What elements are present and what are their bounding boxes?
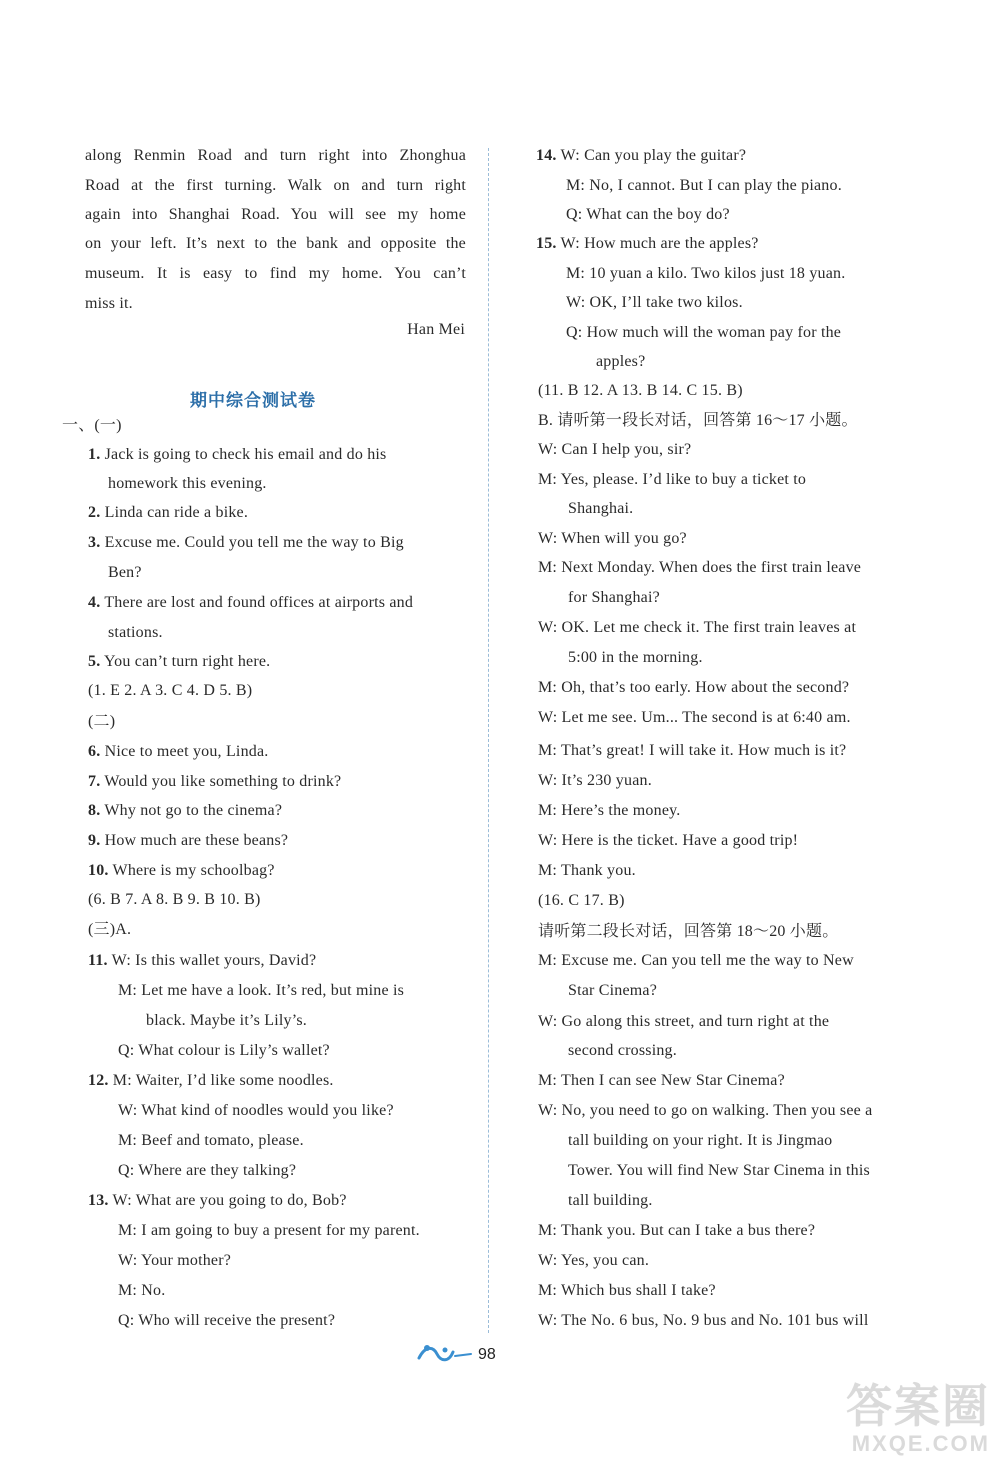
line-text: stations.: [108, 624, 163, 641]
right_lines-line: [538, 411, 858, 431]
line-text: homework this evening.: [108, 475, 267, 492]
line-text: M: Next Monday. When does the first train leave: [538, 559, 862, 576]
right_lines-line: [568, 981, 657, 1001]
line-text: B. 请听第一段长对话，回答第 16～17 小题。: [538, 412, 858, 429]
line-text: M: Thank you. But can I take a bus there?: [538, 1222, 816, 1239]
left_lines-line: [88, 1191, 347, 1211]
left_lines-line: [88, 772, 341, 792]
right_lines-line: [538, 1071, 785, 1091]
left_lines-line: [118, 1131, 304, 1151]
left_lines-line: [88, 951, 316, 971]
line-text: Shanghai.: [568, 500, 634, 517]
letter-line: miss it.: [85, 295, 133, 312]
item-number: 1.: [88, 446, 101, 463]
line-text: apples?: [596, 353, 646, 370]
item-number: 4.: [88, 594, 101, 611]
right_lines-line: [538, 1311, 868, 1331]
right_lines-line: [596, 352, 645, 372]
page-number: 98: [478, 1346, 496, 1363]
line-text: (6. B 7. A 8. B 9. B 10. B): [88, 891, 261, 908]
left_lines-line: [118, 1161, 296, 1181]
line-text: 请听第二段长对话，回答第 18～20 小题。: [538, 923, 839, 940]
line-text: W: OK. Let me check it. The first train leaves at: [538, 619, 857, 636]
line-text: M: Yes, please. I’d like to buy a ticket to: [538, 471, 807, 488]
left_lines-line: [118, 1221, 420, 1241]
left_lines-line: [118, 1281, 165, 1301]
line-text: Star Cinema?: [568, 982, 658, 999]
item-number: 9.: [88, 832, 101, 849]
line-text: There are lost and found offices at airports and: [100, 594, 414, 611]
left_lines-line: [62, 416, 122, 436]
line-text: W: Yes, you can.: [538, 1252, 650, 1269]
line-text: M: Which bus shall I take?: [538, 1282, 716, 1299]
left_lines-line: [88, 742, 268, 762]
line-text: Why not go to the cinema?: [100, 802, 283, 819]
line-text: Would you like something to drink?: [100, 773, 342, 790]
right_lines-line: [538, 1101, 872, 1121]
right_lines-line: [536, 234, 759, 254]
line-text: M: No, I cannot. But I can play the piano.: [566, 177, 842, 194]
right_lines-line: [538, 741, 846, 761]
item-number: 14.: [536, 147, 557, 164]
line-text: You can’t turn right here.: [100, 653, 271, 670]
section-title: 期中综合测试卷: [190, 391, 316, 411]
left_lines-line: [88, 593, 413, 613]
left_lines-line: [88, 890, 261, 910]
right_lines-line: [538, 1221, 815, 1241]
line-text: M: Here’s the money.: [538, 802, 681, 819]
line-text: W: Can you play the guitar?: [556, 147, 747, 164]
line-text: W: Let me see. Um... The second is at 6:40 am.: [538, 709, 851, 726]
line-text: black. Maybe it’s Lily’s.: [146, 1012, 307, 1029]
line-text: Q: Who will receive the present?: [118, 1312, 336, 1329]
line-text: Excuse me. Could you tell me the way to Big: [100, 534, 404, 551]
line-text: (1. E 2. A 3. C 4. D 5. B): [88, 682, 253, 699]
line-text: Jack is going to check his email and do his: [100, 446, 387, 463]
left_lines-line: [118, 1041, 330, 1061]
line-text: W: Your mother?: [118, 1252, 232, 1269]
right_lines-line: [538, 678, 849, 698]
right_lines-line: [566, 293, 743, 313]
line-text: second crossing.: [568, 1042, 677, 1059]
right_lines-line: [568, 1191, 653, 1211]
line-text: W: Here is the ticket. Have a good trip!: [538, 832, 799, 849]
line-text: 一、(一): [62, 417, 122, 434]
right_lines-line: [566, 205, 730, 225]
right_lines-line: [538, 771, 652, 791]
right_lines-line: [538, 558, 861, 578]
line-text: tall building on your right. It is Jingmao: [568, 1132, 833, 1149]
line-text: Q: Where are they talking?: [118, 1162, 297, 1179]
line-text: M: Thank you.: [538, 862, 636, 879]
item-number: 5.: [88, 653, 101, 670]
left_lines-line: [88, 503, 248, 523]
right_lines-line: [536, 146, 746, 166]
line-text: 5:00 in the morning.: [568, 649, 703, 666]
line-text: (16. C 17. B): [538, 892, 625, 909]
left_lines-line: [108, 474, 267, 494]
left_lines-line: [88, 652, 270, 672]
right_lines-line: [538, 708, 851, 728]
line-text: for Shanghai?: [568, 589, 660, 606]
left_lines-line: [118, 981, 404, 1001]
right_lines-line: [538, 922, 838, 942]
right_lines-line: [538, 1012, 829, 1032]
line-text: M: Waiter, I’d like some noodles.: [108, 1072, 334, 1089]
line-text: M: Excuse me. Can you tell me the way to New: [538, 952, 854, 969]
line-text: W: It’s 230 yuan.: [538, 772, 652, 789]
right_lines-line: [568, 1161, 870, 1181]
left_lines-line: [108, 563, 142, 583]
right_lines-line: [538, 618, 856, 638]
left_lines-line: [88, 681, 252, 701]
left_lines-line: [118, 1311, 335, 1331]
right_lines-line: [568, 1041, 677, 1061]
left_lines-line: [146, 1011, 307, 1031]
line-text: Q: What colour is Lily’s wallet?: [118, 1042, 330, 1059]
footer-ornament-icon: [415, 1340, 475, 1373]
right_lines-line: [538, 861, 636, 881]
item-number: 15.: [536, 235, 557, 252]
right_lines-line: [568, 648, 703, 668]
line-text: How much are these beans?: [100, 832, 289, 849]
line-text: Linda can ride a bike.: [100, 504, 249, 521]
line-text: Tower. You will find New Star Cinema in this: [568, 1162, 870, 1179]
left_lines-line: [108, 623, 163, 643]
left_lines-line: [88, 920, 131, 940]
right_lines-line: [568, 1131, 832, 1151]
right_lines-line: [538, 1251, 649, 1271]
item-number: 3.: [88, 534, 101, 551]
right_lines-line: [538, 801, 680, 821]
left_lines-line: [88, 1071, 334, 1091]
line-text: M: That’s great! I will take it. How much is it?: [538, 742, 847, 759]
signature: Han Mei: [407, 321, 465, 338]
item-number: 6.: [88, 743, 101, 760]
left_lines-line: [88, 445, 387, 465]
right_lines-line: [538, 831, 798, 851]
right_lines-line: [566, 264, 845, 284]
right_lines-line: [568, 499, 633, 519]
line-text: Q: How much will the woman pay for the: [566, 324, 842, 341]
line-text: M: Let me have a look. It’s red, but mine is: [118, 982, 405, 999]
line-text: W: Can I help you, sir?: [538, 441, 692, 458]
line-text: (11. B 12. A 13. B 14. C 15. B): [538, 382, 743, 399]
right_lines-line: [538, 470, 806, 490]
line-text: W: OK, I’ll take two kilos.: [566, 294, 743, 311]
right_lines-line: [538, 529, 687, 549]
item-number: 8.: [88, 802, 101, 819]
left_lines-line: [118, 1251, 231, 1271]
line-text: M: No.: [118, 1282, 166, 1299]
line-text: W: What are you going to do, Bob?: [108, 1192, 347, 1209]
left_lines-line: [88, 712, 115, 732]
line-text: W: Is this wallet yours, David?: [107, 952, 317, 969]
watermark-url: MXQE.COM: [851, 1431, 990, 1456]
line-text: M: Oh, that’s too early. How about the second?: [538, 679, 850, 696]
watermark-logo-text: 答案圈: [846, 1380, 990, 1432]
right_lines-line: [538, 951, 854, 971]
left_lines-line: [118, 1101, 394, 1121]
line-text: W: The No. 6 bus, No. 9 bus and No. 101 bus will: [538, 1312, 869, 1329]
letter-line: along Renmin Road and turn right into Zhonghua: [85, 147, 466, 164]
item-number: 11.: [88, 952, 108, 969]
item-number: 10.: [88, 862, 109, 879]
line-text: Nice to meet you, Linda.: [100, 743, 269, 760]
left_lines-line: [88, 533, 404, 553]
line-text: Where is my schoolbag?: [108, 862, 275, 879]
line-text: W: When will you go?: [538, 530, 687, 547]
line-text: (二): [88, 713, 116, 730]
item-number: 7.: [88, 773, 101, 790]
right_lines-line: [538, 891, 625, 911]
right_lines-line: [538, 1281, 716, 1301]
item-number: 13.: [88, 1192, 109, 1209]
item-number: 2.: [88, 504, 101, 521]
line-text: W: Go along this street, and turn right at the: [538, 1013, 830, 1030]
line-text: Ben?: [108, 564, 142, 581]
left_lines-line: [88, 861, 275, 881]
line-text: M: 10 yuan a kilo. Two kilos just 18 yuan.: [566, 265, 846, 282]
item-number: 12.: [88, 1072, 109, 1089]
line-text: tall building.: [568, 1192, 653, 1209]
watermark: [846, 1381, 990, 1457]
line-text: (三)A.: [88, 921, 132, 938]
letter-line: on your left. It’s next to the bank and opposite the: [85, 235, 466, 252]
left_lines-line: [88, 801, 282, 821]
line-text: M: Then I can see New Star Cinema?: [538, 1072, 785, 1089]
letter-line: again into Shanghai Road. You will see my home: [85, 206, 466, 223]
right_lines-line: [566, 176, 842, 196]
line-text: M: Beef and tomato, please.: [118, 1132, 304, 1149]
right_lines-line: [538, 440, 691, 460]
left_lines-line: [88, 831, 288, 851]
line-text: Q: What can the boy do?: [566, 206, 730, 223]
right_lines-line: [538, 381, 743, 401]
column-divider: [488, 148, 489, 1333]
letter-line: museum. It is easy to find my home. You can’t: [85, 265, 466, 282]
line-text: W: How much are the apples?: [556, 235, 759, 252]
line-text: W: What kind of noodles would you like?: [118, 1102, 394, 1119]
line-text: M: I am going to buy a present for my parent.: [118, 1222, 420, 1239]
line-text: W: No, you need to go on walking. Then you see a: [538, 1102, 873, 1119]
right_lines-line: [566, 323, 841, 343]
letter-line: Road at the first turning. Walk on and turn right: [85, 177, 466, 194]
right_lines-line: [568, 588, 660, 608]
